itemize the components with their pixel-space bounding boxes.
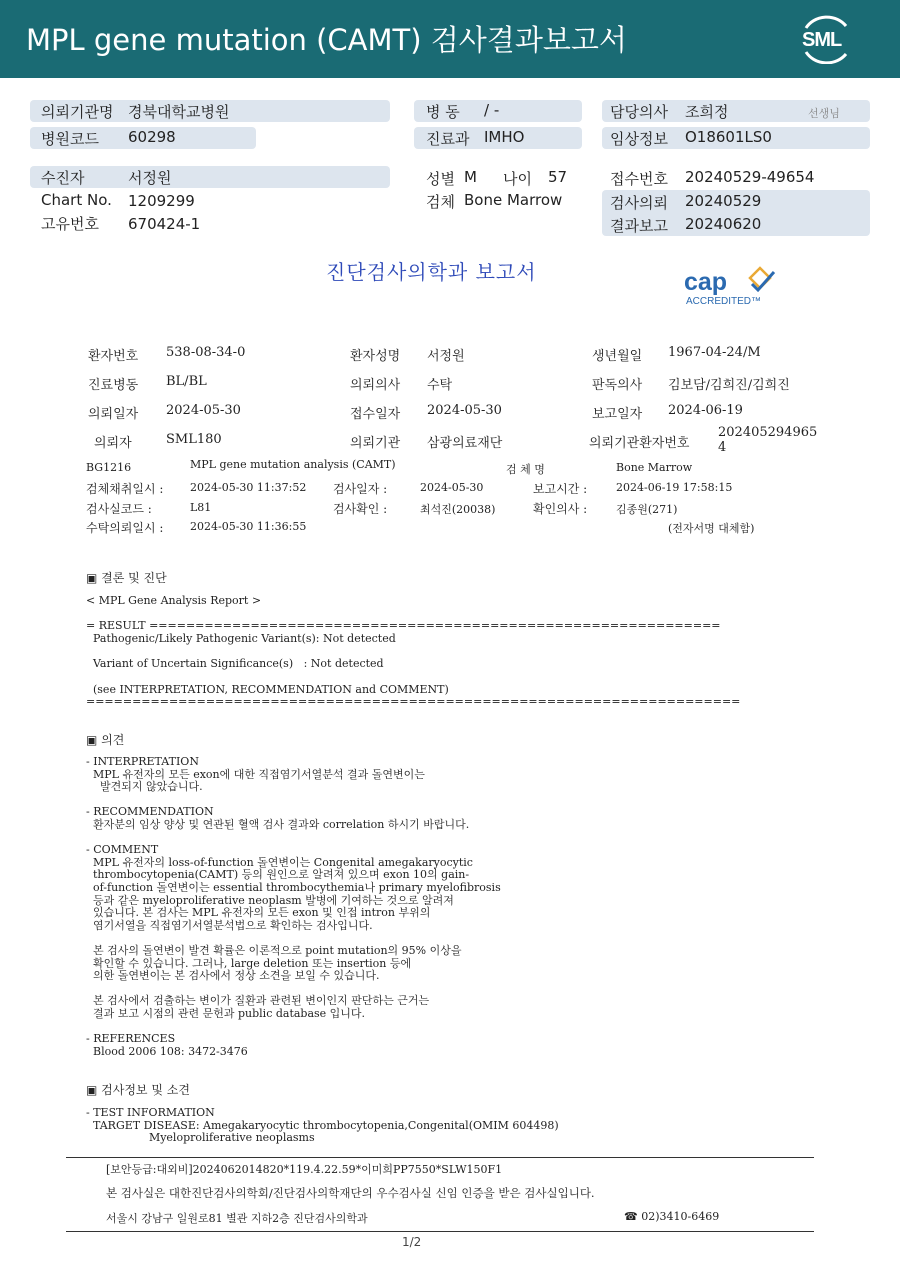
test-date-label: 검사일자 : [333, 482, 388, 496]
req-inst-label: 의뢰기관 [350, 436, 401, 451]
room-value: L81 [190, 501, 212, 514]
dob-label: 생년월일 [592, 349, 643, 364]
result-value: 20240620 [685, 215, 762, 233]
test-code: BG1216 [86, 461, 132, 474]
specimen-label: 검체 [426, 193, 455, 211]
cap-accredited-logo [684, 262, 794, 310]
certification-line: 본 검사실은 대한진단검사의학회/진단검사의학재단의 우수검사실 신임 인증을 받은 검사실입니다. [106, 1186, 595, 1200]
specimen-value: Bone Marrow [464, 191, 563, 209]
footer-divider-bottom [66, 1231, 814, 1232]
result-label: 결과보고 [610, 217, 668, 235]
req-doc-label: 의뢰의사 [350, 378, 401, 393]
request-label: 검사의뢰 [610, 194, 668, 212]
read-doc-value: 김보담/김희진/김희진 [668, 378, 790, 393]
department-value: IMHO [484, 128, 525, 146]
inst-pid-value-cont: 4 [718, 440, 727, 455]
report-time-value: 2024-06-19 17:58:15 [616, 481, 733, 494]
confirm-label: 검사확인 : [333, 502, 388, 516]
req-doc-value: 수탁 [427, 378, 453, 393]
clinical-info-label: 임상정보 [610, 130, 668, 148]
ward2-label: 진료병동 [88, 378, 139, 393]
doctor-label: 담당의사 [610, 103, 668, 121]
receipt-label: 접수번호 [610, 170, 668, 188]
conclusion-heading: ▣ 결론 및 진단 [86, 571, 167, 585]
inst-pid-label: 의뢰기관환자번호 [589, 436, 690, 451]
test-date-value: 2024-05-30 [420, 481, 484, 494]
ward-label: 병 동 [426, 103, 460, 121]
hospital-code-label: 병원코드 [41, 130, 99, 148]
report-title: 진단검사의학과 보고서 [326, 260, 537, 284]
sml-logo-text: SML [802, 29, 842, 51]
collect-label: 검체채취일시 : [86, 482, 164, 496]
opinion-block: - INTERPRETATION MPL 유전자의 모든 exon에 대한 직접염기서열분석 결과 돌연변이는 발견되지 않았습니다. - RECOMMENDATION 환자분의 임상 양상 및 연관된 혈액 검사 결과와 correlation 하시기 바랍니다. - COMMENT MPL 유전자의 loss-of-function 돌연변이는 Congenital amegakaryocytic thrombocytopenia(CAMT) 등의 원인으로 알려져 있으며 exon 10의 gain- of-function 돌연변이는 essential thrombocythemia나 primary myelofibrosis 등과 같은 myeloproliferative neoplasm 발병에 기여하는 것으로 알려져 있습니다. 본 검사는 MPL 유전자의 모든 exon 및 인접 intron 부위의 염기서열을 직접염기서열분석법으로 확인하는 검사입니다. 본 검사의 돌연변이 발견 확률은 이론적으로 point mutation의 95% 이상을 확인할 수 있습니다. 그러나, large deletion 또는 insertion 등에 의한 돌연변이는 본 검사에서 정상 소견을 보일 수 있습니다. 본 검사에서 검출하는 변이가 질환과 관련된 변이인지 판단하는 근거는 결과 보고 시점의 관련 문헌과 public database 입니다. - REFERENCES Blood 2006 108: 3472-3476 [86, 755, 501, 1058]
sex-label: 성별 [426, 170, 455, 188]
esign-note: (전자서명 대체함) [668, 522, 755, 535]
collect-value: 2024-05-30 11:37:52 [190, 481, 307, 494]
unique-value: 670424-1 [128, 215, 201, 233]
unique-label: 고유번호 [41, 215, 99, 233]
result-block: = RESULT ============================================================== Pathogenic/Likely Pathogenic Variant(s): Not detected Variant of Uncertain Significance(s) : Not detected (see INTERPRETATION, RECOMMENDATION and COMMENT) ======================================================================= [86, 619, 741, 709]
inst-pid-value: 202405294965 [718, 425, 818, 440]
pid-label: 환자번호 [88, 349, 139, 364]
footer-divider-top [66, 1157, 814, 1158]
confirm-doc-value: 김종원(271) [616, 503, 678, 516]
test-specimen-value: Bone Marrow [616, 461, 693, 474]
test-info-heading: ▣ 검사정보 및 소견 [86, 1083, 190, 1097]
opinion-heading: ▣ 의견 [86, 733, 125, 747]
requester-value: SML180 [166, 432, 222, 447]
consign-value: 2024-05-30 11:36:55 [190, 520, 307, 533]
sml-logo [796, 14, 856, 64]
report-banner-title: MPL gene mutation (CAMT) 검사결과보고서 [26, 23, 627, 57]
phone-line: ☎ 02)3410-6469 [624, 1210, 720, 1223]
address-line: 서울시 강남구 일원로81 별관 지하2층 진단검사의학과 [106, 1212, 368, 1225]
dob-value: 1967-04-24/M [668, 345, 761, 360]
report-banner [0, 0, 900, 78]
chart-label: Chart No. [41, 191, 112, 209]
age-value: 57 [548, 168, 568, 186]
department-label: 진료과 [426, 130, 470, 148]
patient-value: 서정원 [128, 169, 172, 187]
pname-value: 서정원 [427, 349, 465, 364]
req-inst-value: 삼광의료재단 [427, 436, 503, 451]
ward-value: / - [484, 101, 500, 119]
pname-label: 환자성명 [350, 349, 401, 364]
hospital-code-value: 60298 [128, 128, 176, 146]
doctor-suffix: 선생님 [808, 107, 840, 120]
receipt-value: 20240529-49654 [685, 168, 815, 186]
patient-label: 수진자 [41, 169, 85, 187]
institution-label: 의뢰기관명 [41, 103, 114, 121]
recv-date-value: 2024-05-30 [427, 403, 502, 418]
request-value: 20240529 [685, 192, 762, 210]
requester-label: 의뢰자 [94, 436, 132, 451]
age-label: 나이 [503, 170, 532, 188]
doctor-value: 조희정 [685, 103, 729, 121]
test-specimen-label: 검 체 명 [506, 463, 545, 476]
institution-value: 경북대학교병원 [128, 103, 230, 121]
confirm-value: 최석진(20038) [420, 503, 496, 516]
confirm-doc-label: 확인의사 : [533, 502, 588, 516]
rep-date-value: 2024-06-19 [668, 403, 743, 418]
clinical-info-value: O18601LS0 [685, 128, 772, 146]
sex-value: M [464, 168, 477, 186]
cap-logo-subtitle: ACCREDITED™ [686, 296, 762, 307]
report-time-label: 보고시간 : [533, 482, 588, 496]
test-name: MPL gene mutation analysis (CAMT) [190, 458, 396, 471]
consign-label: 수탁의뢰일시 : [86, 521, 164, 535]
recv-date-label: 접수일자 [350, 407, 401, 422]
security-line: [보안등급:대외비]2024062014820*119.4.22.59*이미희PP7550*SLW150F1 [106, 1163, 503, 1176]
cap-checkmark-icon [744, 264, 776, 296]
chart-value: 1209299 [128, 192, 195, 210]
req-date-value: 2024-05-30 [166, 403, 241, 418]
rep-date-label: 보고일자 [592, 407, 643, 422]
cap-logo-word: cap [684, 268, 728, 296]
read-doc-label: 판독의사 [592, 378, 643, 393]
test-info-block: - TEST INFORMATION TARGET DISEASE: Amegakaryocytic thrombocytopenia,Congenital(OMIM 604498) Myeloproliferative neoplasms [86, 1106, 559, 1145]
room-label: 검사실코드 : [86, 502, 152, 516]
pid-value: 538-08-34-0 [166, 345, 246, 360]
report-name: < MPL Gene Analysis Report > [86, 594, 262, 607]
ward2-value: BL/BL [166, 374, 207, 389]
req-date-label: 의뢰일자 [88, 407, 139, 422]
page-number: 1/2 [402, 1235, 422, 1249]
